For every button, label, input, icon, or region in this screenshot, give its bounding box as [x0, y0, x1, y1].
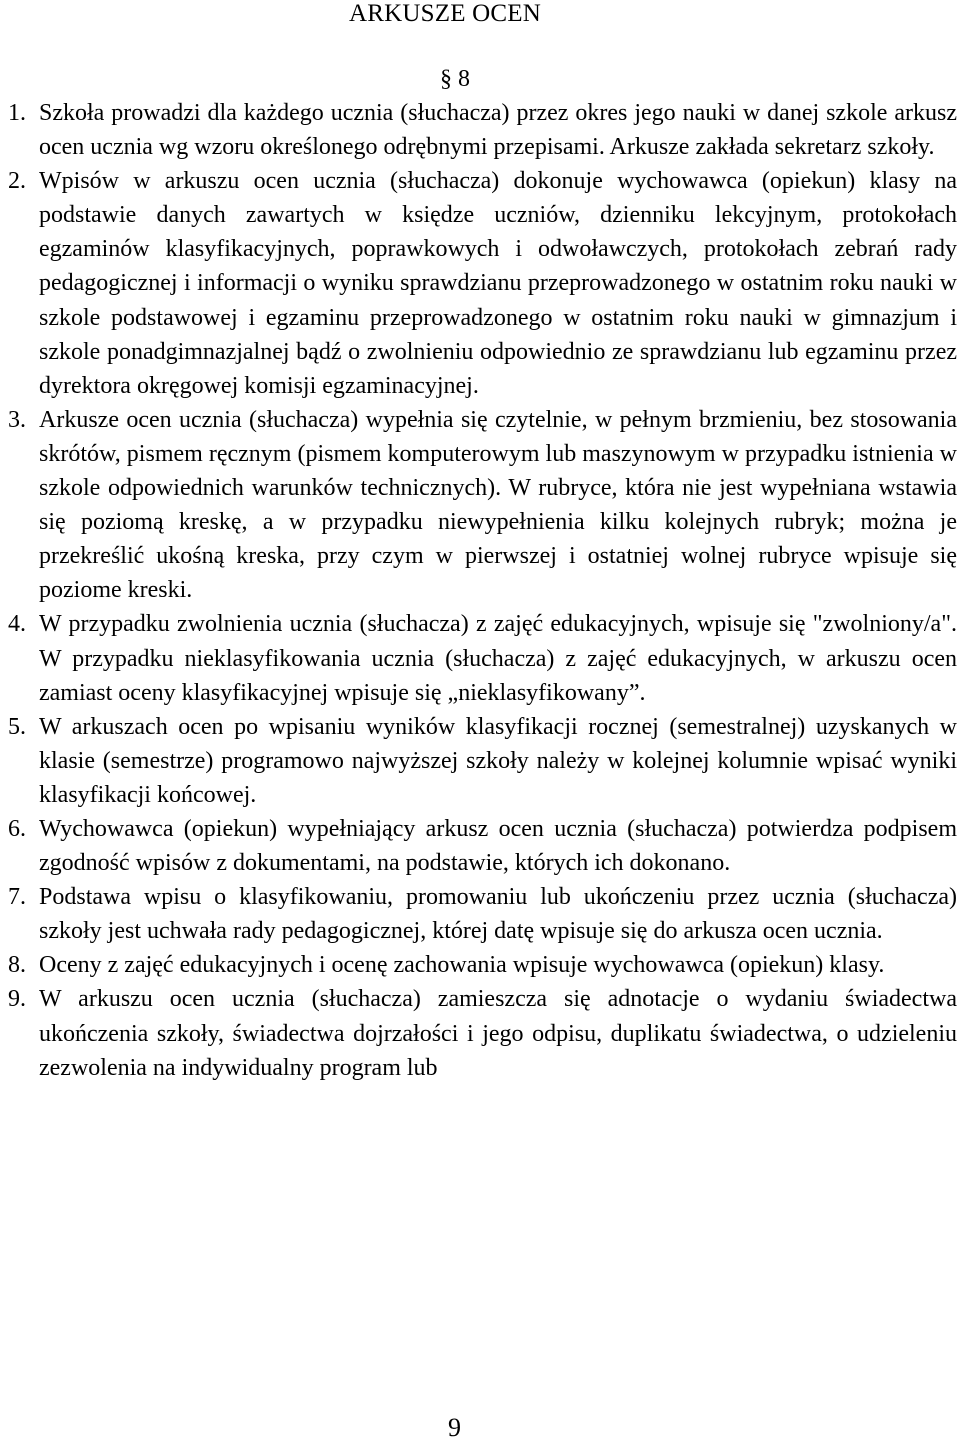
list-item — [0, 607, 960, 709]
numbered-list — [0, 96, 960, 1085]
list-item-text: Wpisów w arkuszu ocen ucznia (słuchacza) dokonuje wychowawca (opiekun) klasy na podstawie danych zawartych w księdze uczniów, dzienniku lekcyjnym, protokołach egzaminów klasyfikacyjnych, poprawkowych i odwoławczych, protokołach zebrań rady pedagogicznej i informacji o wyniku sprawdzianu przeprowadzonego w ostatnim roku nauki w szkole podstawowej i egzaminu przeprowadzonego w ostatnim roku nauki w gimnazjum i szkole ponadgimnazjalnej bądź o zwolnieniu odpowiednio ze sprawdzianu lub egzaminu przez dyrektora okręgowej komisji egzaminacyjnej. — [39, 168, 957, 399]
list-item-number: 9. — [8, 986, 26, 1013]
list-item-number: 8. — [8, 952, 26, 979]
list-item — [0, 403, 960, 608]
list-item — [0, 812, 960, 880]
list-item — [0, 948, 960, 982]
list-item-text: Wychowawca (opiekun) wypełniający arkusz ocen ucznia (słuchacza) potwierdza podpisem zgodność wpisów z dokumentami, na podstawie, których ich dokonano. — [39, 815, 957, 877]
list-item-text: Podstawa wpisu o klasyfikowaniu, promowaniu lub ukończeniu przez ucznia (słuchacza) szkoły jest uchwała rady pedagogicznej, której datę wpisuje się do arkusza ocen ucznia. — [39, 884, 957, 945]
page-title: ARKUSZE OCEN — [349, 0, 541, 27]
list-item — [0, 710, 960, 812]
list-item-text: Oceny z zajęć edukacyjnych i ocenę zachowania wpisuje wychowawca (opiekun) klasy. — [39, 952, 885, 979]
list-item-text: W przypadku zwolnienia ucznia (słuchacza) z zajęć edukacyjnych, wpisuje się "zwolniony/a". W przypadku nieklasyfikowania ucznia (słuchacza) z zajęć edukacyjnych, w arkuszu ocen zamiast oceny klasyfikacyjnej wpisuje się „nieklasyfikowany”. — [39, 611, 957, 706]
list-item-number: 1. — [8, 100, 26, 126]
list-item-text: Arkusze ocen ucznia (słuchacza) wypełnia się czytelnie, w pełnym brzmieniu, bez stosowania skrótów, pismem ręcznym (pismem komputerowym lub maszynowym w przypadku istnienia w szkole odpowiednich warunków technicznych). W rubryce, która nie jest wypełniana wstawia się poziomą kreskę, a w przypadku niewypełnienia kilku kolejnych rubryk; można je przekreślić ukośną kreska, przy czym w pierwszej i ostatniej wolnej rubryce wpisuje się poziome kreski. — [39, 406, 957, 604]
list-item-number: 4. — [8, 611, 26, 638]
list-item-text: W arkuszach ocen po wpisaniu wyników klasyfikacji rocznej (semestralnej) uzyskanych w klasie (semestrze) programowo najwyższej szkoły należy w kolejnej kolumnie wpisać wyniki klasyfikacji końcowej. — [39, 713, 957, 808]
list-item-number: 7. — [8, 884, 26, 911]
list-item-number: 6. — [8, 815, 26, 842]
list-item-number: 5. — [8, 713, 26, 740]
list-item-text: W arkuszu ocen ucznia (słuchacza) zamieszcza się adnotacje o wydaniu świadectwa ukończenia szkoły, świadectwa dojrzałości i jego odpisu, duplikatu świadectwa, o udzieleniu zezwolenia na indywidualny program lub — [39, 986, 957, 1081]
section-number: § 8 — [440, 66, 470, 92]
list-item-text: Szkoła prowadzi dla każdego ucznia (słuchacza) przez okres jego nauki w danej szkole arkusz ocen ucznia wg wzoru określonego odrębnymi przepisami. Arkusze zakłada sekretarz szkoły. — [39, 100, 957, 161]
list-item-number: 2. — [8, 168, 26, 195]
page-number: 9 — [448, 1413, 461, 1442]
list-item-number: 3. — [8, 406, 26, 433]
list-item — [0, 164, 960, 403]
list-item — [0, 982, 960, 1084]
list-item — [0, 880, 960, 948]
list-item — [0, 96, 960, 164]
